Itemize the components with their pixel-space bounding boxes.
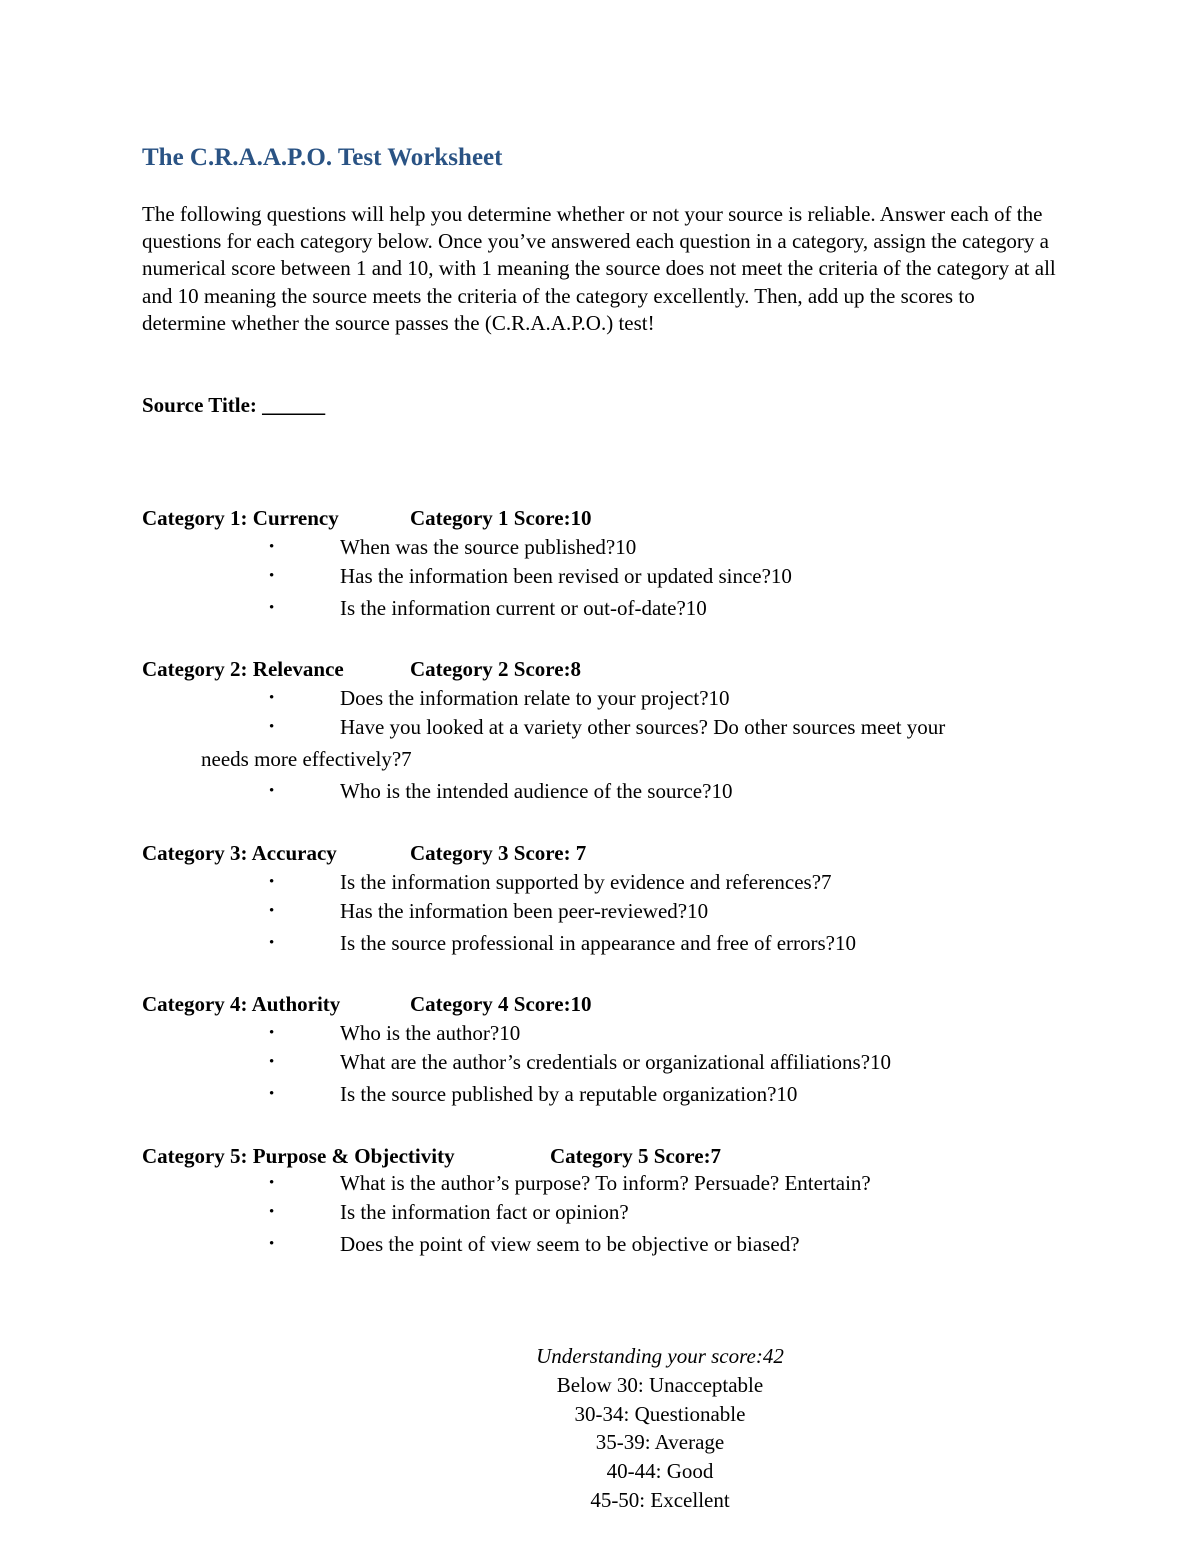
question-text: Is the information supported by evidence and references?7 [340,870,832,894]
bullet-icon: • [269,690,275,706]
bullet-icon: • [269,1086,275,1102]
score-range: 30-34: Questionable [574,1401,746,1426]
category-4-heading [142,991,592,1017]
bullet-icon: • [269,539,275,555]
question-text: What is the author’s purpose? To inform? Persuade? Entertain? [340,1171,871,1195]
category-1-score: Category 1 Score:10 [410,506,592,530]
bullet-icon: • [269,719,275,735]
bullet-icon: • [269,1236,275,1252]
score-range: Below 30: Unacceptable [556,1372,764,1397]
bullet-icon: • [269,903,275,919]
bullet-icon: • [269,1204,275,1220]
category-2-score: Category 2 Score:8 [410,657,582,681]
bullet-icon: • [269,783,275,799]
bullet-icon: • [269,935,275,951]
question-text-continuation: needs more effectively?7 [201,747,412,771]
question-text: Is the source published by a reputable organization?10 [340,1082,798,1106]
score-summary [0,1342,1200,1515]
score-range: 40-44: Good [606,1459,714,1484]
bullet-icon: • [269,874,275,890]
category-2-heading [142,656,582,682]
question-text: Who is the author?10 [340,1021,521,1045]
bullet-icon: • [269,600,275,616]
question-text: When was the source published?10 [340,535,637,559]
bullet-icon: • [269,1025,275,1041]
source-title-line: Source Title: ______ [142,393,326,417]
question-text: Has the information been revised or updated since?10 [340,564,792,588]
score-range: 45-50: Excellent [590,1487,730,1512]
category-4-score: Category 4 Score:10 [410,992,592,1016]
category-2-title: Category 2: Relevance [142,657,344,681]
question-text: Is the information current or out-of-date?10 [340,596,707,620]
score-range: 35-39: Average [595,1430,725,1455]
bullet-icon: • [269,568,275,584]
category-5-score: Category 5 Score:7 [550,1144,722,1168]
bullet-icon: • [269,1175,275,1191]
category-5-title: Category 5: Purpose & Objectivity [142,1144,455,1168]
bullet-icon: • [269,1054,275,1070]
category-1-heading [142,505,592,531]
intro-paragraph: The following questions will help you determine whether or not your source is reliable. Answer each of the questions for each category below. Once you’ve answered each question in a category, assign the category a numerical score between 1 and 10, with 1 meaning the source does not meet the criteria of the category at all and 10 meaning the source meets the criteria of the category excellently. Then, add up the scores to determine whether the source passes the (C.R.A.A.P.O.) test! [142,202,1056,335]
category-4-title: Category 4: Authority [142,992,341,1016]
category-3-score: Category 3 Score: 7 [410,841,587,865]
page-title: The C.R.A.A.P.O. Test Worksheet [142,144,503,171]
question-text: Is the information fact or opinion? [340,1200,629,1224]
question-text: Have you looked at a variety other sources? Do other sources meet your [340,715,946,739]
summary-heading: Understanding your score:42 [536,1344,784,1368]
category-1-title: Category 1: Currency [142,506,339,530]
question-text: Is the source professional in appearance and free of errors?10 [340,931,857,955]
question-text: What are the author’s credentials or organizational affiliations?10 [340,1050,892,1074]
category-3-heading [142,840,587,866]
question-text: Does the information relate to your project?10 [340,686,730,710]
category-5-heading [142,1143,722,1169]
category-3-title: Category 3: Accuracy [142,841,337,865]
question-text: Does the point of view seem to be objective or biased? [340,1232,800,1256]
question-text: Who is the intended audience of the source?10 [340,779,733,803]
question-text: Has the information been peer-reviewed?10 [340,899,709,923]
